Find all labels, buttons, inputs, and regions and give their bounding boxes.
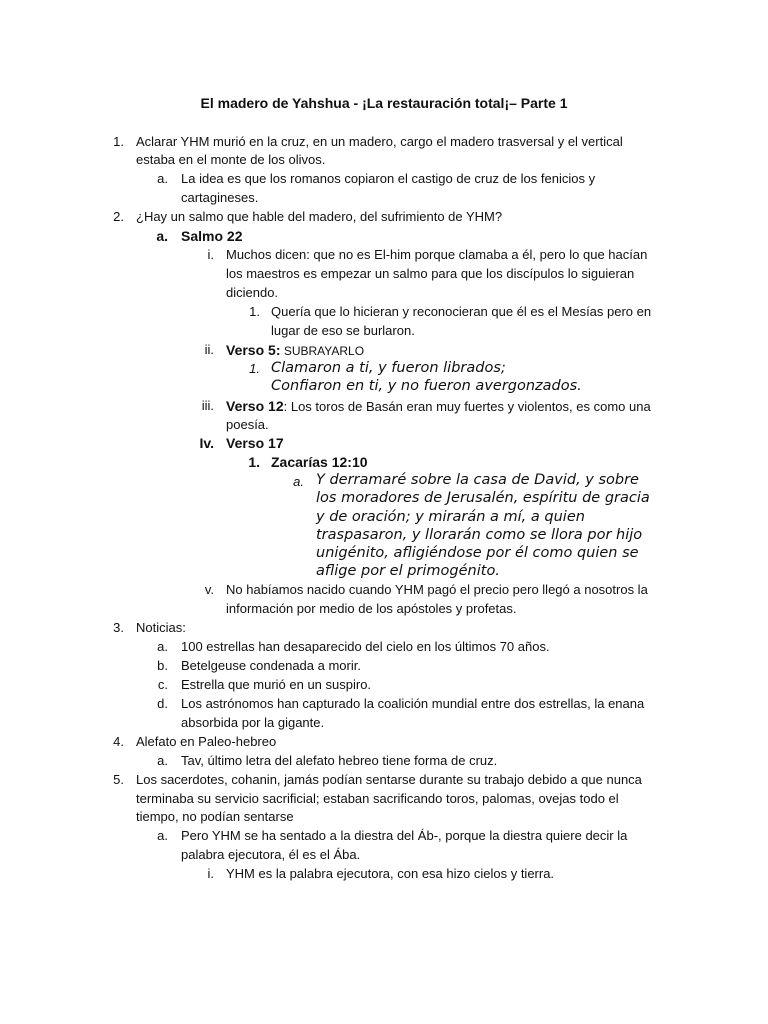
quote-line: traspasaron, y llorarán como se llora por hijo	[316, 527, 643, 543]
list-item-text: Quería que lo hicieran y reconocieran que él es el Mesías pero en	[271, 304, 652, 319]
list-item-text: Estrella que murió en un suspiro.	[181, 677, 372, 692]
list-item-text: Muchos dicen: que no es El-him porque clamaba a él, pero lo que hacían	[226, 247, 648, 262]
list-item-text: YHM es la palabra ejecutora, con esa hizo cielos y tierra.	[226, 866, 555, 881]
list-number: 3.	[113, 620, 124, 635]
list-letter: c.	[157, 677, 168, 692]
list-number: 1.	[248, 454, 260, 470]
list-item-text: terminaba su servicio sacrificial; estaban sacrificando toros, palomas, ovejas todo el	[136, 791, 619, 806]
list-item-heading: Salmo 22	[181, 228, 243, 244]
list-number: 1.	[113, 134, 124, 149]
list-item-heading: Zacarías 12:10	[271, 454, 368, 470]
list-letter: a.	[157, 828, 168, 843]
quote-line: los moradores de Jerusalén, espíritu de gracia	[316, 490, 650, 506]
list-item-text: estaba en el monte de los olivos.	[136, 152, 326, 167]
document-title: El madero de Yahshua - ¡La restauración total¡– Parte 1	[200, 95, 568, 111]
verse-label: Verso 12	[226, 398, 284, 414]
list-roman: i.	[207, 866, 214, 881]
list-letter: b.	[157, 658, 168, 673]
list-roman: iii.	[201, 398, 214, 413]
list-item-text: poesía.	[226, 417, 269, 432]
list-item-text: Alefato en Paleo-hebreo	[136, 734, 277, 749]
list-item-text	[226, 341, 364, 360]
list-roman: i.	[207, 247, 214, 262]
list-number: 2.	[113, 209, 124, 224]
list-item-text: lugar de eso se burlaron.	[271, 323, 415, 338]
list-letter: a.	[157, 171, 168, 186]
list-letter: d.	[157, 696, 168, 711]
list-item-text: los maestros es empezar un salmo para que los discípulos lo siguieran	[226, 266, 635, 281]
list-item-text: Aclarar YHM murió en la cruz, en un madero, cargo el madero trasversal y el vertical	[136, 134, 623, 149]
list-letter: a.	[157, 639, 168, 654]
list-roman: ii.	[204, 342, 214, 357]
quote-line: unigénito, afligiéndose por él como quien se	[316, 545, 639, 561]
list-item-text: absorbida por la gigante.	[181, 715, 325, 730]
list-roman: v.	[204, 582, 214, 597]
list-item-text: La idea es que los romanos copiaron el castigo de cruz de los fenicios y	[181, 171, 596, 186]
list-item-text: palabra ejecutora, él es el Ába.	[181, 847, 361, 862]
quote-line: aflige por el primogénito.	[316, 563, 500, 579]
list-item-text: ¿Hay un salmo que hable del madero, del sufrimiento de YHM?	[136, 209, 503, 224]
list-item-text: 100 estrellas han desaparecido del cielo en los últimos 70 años.	[181, 639, 550, 654]
verse-note: : Los toros de Basán eran muy fuertes y violentos, es como una	[283, 399, 651, 414]
list-number: 4.	[113, 734, 124, 749]
list-item-heading: Verso 17	[226, 435, 284, 451]
list-letter: a.	[293, 474, 304, 489]
verse-label: Verso 5:	[226, 342, 281, 358]
list-item-text: información por medio de los apóstoles y profetas.	[226, 601, 517, 616]
list-item-text: No habíamos nacido cuando YHM pagó el precio pero llegó a nosotros la	[226, 582, 648, 597]
quote-line: Clamaron a ti, y fueron librados;	[271, 360, 506, 376]
list-roman: Iv.	[199, 435, 214, 451]
list-item-text: Betelgeuse condenada a morir.	[181, 658, 361, 673]
list-item-text: tiempo, no podían sentarse	[136, 809, 294, 824]
quote-line: Confiaron en ti, y no fueron avergonzados.	[271, 378, 582, 394]
quote-line: y de oración; y mirarán a mí, a quien	[316, 509, 585, 525]
list-item-text: Noticias:	[136, 620, 186, 635]
list-number: 5.	[113, 772, 124, 787]
list-item-text: Los astrónomos han capturado la coalición mundial entre dos estrellas, la enana	[181, 696, 645, 711]
list-letter: a.	[157, 753, 168, 768]
list-item-text: Los sacerdotes, cohanin, jamás podían sentarse durante su trabajo debido a que nunca	[136, 772, 642, 787]
quote-line: Y derramaré sobre la casa de David, y sobre	[316, 472, 639, 488]
list-number: 1.	[249, 304, 260, 319]
list-item-text: Pero YHM se ha sentado a la diestra del Áb-, porque la diestra quiere decir la	[181, 828, 628, 843]
verse-note: SUBRAYARLO	[280, 344, 365, 358]
list-number: 1.	[249, 361, 260, 376]
list-item-text: Tav, último letra del alefato hebreo tiene forma de cruz.	[181, 753, 498, 768]
list-item-text: diciendo.	[226, 285, 279, 300]
list-letter: a.	[156, 228, 168, 244]
list-item-text: cartagineses.	[181, 190, 259, 205]
list-item-text	[226, 397, 651, 416]
